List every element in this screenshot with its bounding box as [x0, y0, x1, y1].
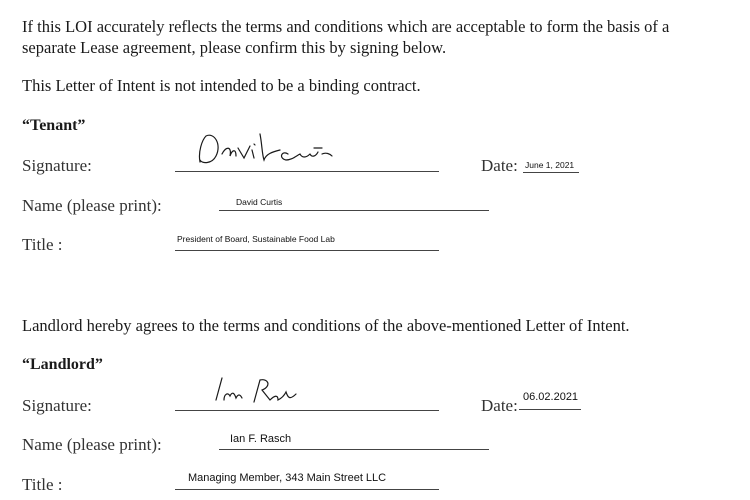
- binding-notice: This Letter of Intent is not intended to be a binding contract.: [22, 76, 421, 95]
- tenant-signature-label: Signature:: [22, 156, 92, 175]
- tenant-name-label: Name (please print):: [22, 196, 162, 215]
- tenant-heading: “Tenant”: [22, 117, 86, 134]
- tenant-title-line: [175, 250, 439, 251]
- tenant-name-line: [219, 210, 489, 211]
- tenant-title-value: President of Board, Sustainable Food Lab: [177, 234, 335, 244]
- tenant-signature-line: [175, 171, 439, 172]
- tenant-date-value: June 1, 2021: [525, 160, 575, 170]
- landlord-agreement: Landlord hereby agrees to the terms and conditions of the above-mentioned Letter of Intent.: [22, 316, 630, 335]
- intro-line-1: If this LOI accurately reflects the terms and conditions which are acceptable to form the basis of a: [22, 17, 670, 36]
- intro-line-2: separate Lease agreement, please confirm this by signing below.: [22, 38, 447, 57]
- landlord-signature-label: Signature:: [22, 396, 92, 415]
- tenant-date-label: Date:: [481, 156, 518, 175]
- landlord-title-line: [175, 489, 439, 490]
- landlord-signature-image: [212, 372, 302, 406]
- landlord-title-label: Title :: [22, 475, 63, 494]
- landlord-name-label: Name (please print):: [22, 435, 162, 454]
- landlord-date-value: 06.02.2021: [523, 391, 579, 403]
- landlord-title-value: Managing Member, 343 Main Street LLC: [188, 472, 387, 484]
- tenant-signature-image: [192, 124, 352, 174]
- landlord-signature-line: [175, 410, 439, 411]
- tenant-name-value: David Curtis: [236, 197, 283, 207]
- landlord-heading: “Landlord”: [22, 356, 103, 373]
- landlord-name-line: [219, 449, 489, 450]
- intro-paragraph: [22, 16, 742, 58]
- landlord-date-label: Date:: [481, 396, 518, 415]
- tenant-title-label: Title :: [22, 235, 63, 254]
- tenant-date-line: [523, 172, 579, 173]
- landlord-date-line: [519, 409, 581, 410]
- landlord-name-value: Ian F. Rasch: [230, 433, 292, 445]
